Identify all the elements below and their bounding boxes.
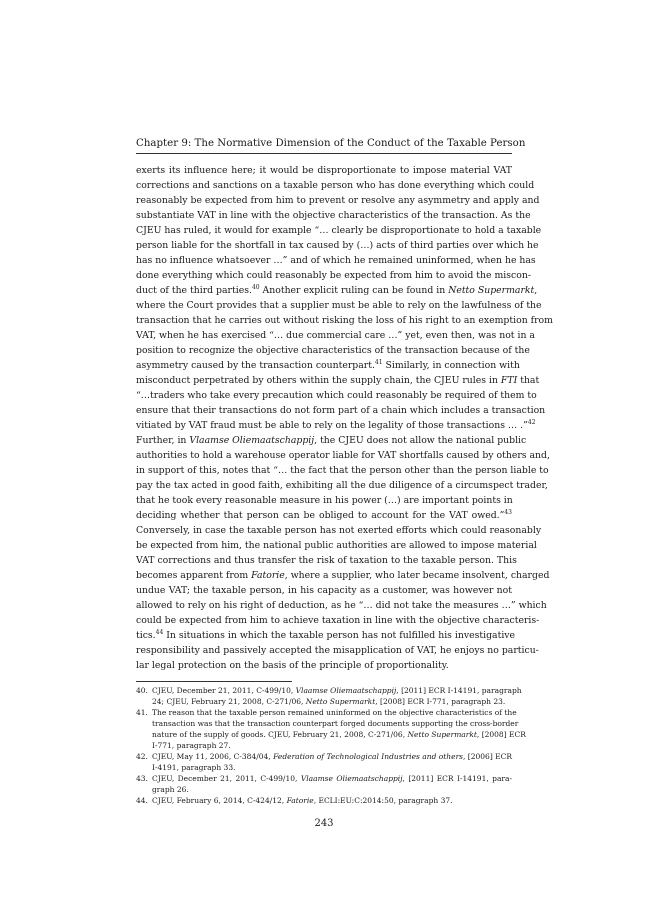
text-span: Similarly, in connection with	[382, 360, 520, 371]
body-line: be expected from him, the national public authorities are allowed to impose material	[136, 540, 537, 551]
header-rule	[136, 153, 512, 154]
footnote-41-cont: transaction was that the transaction counterpart forged documents supporting the cross-border	[152, 719, 519, 728]
footnote-43	[136, 773, 512, 784]
text-span: CJEU, December 21, 2011, C-499/10,	[152, 774, 301, 783]
body-line	[136, 418, 536, 433]
case-name: Vlaamse Oliemaatschappij	[295, 686, 397, 695]
text-span: CJEU, February 6, 2014, C-424/12,	[152, 796, 287, 805]
body-line: where the Court provides that a supplier must be able to rely on the lawfulness of the	[136, 300, 542, 311]
case-name: Netto Supermarkt	[305, 697, 376, 706]
body-line	[136, 433, 527, 448]
footnote-ref-40[interactable]: 40	[251, 284, 260, 291]
text-span: ,	[534, 285, 538, 296]
page-number: 243	[314, 818, 334, 829]
body-line: done everything which could reasonably be expected from him to avoid the miscon-	[136, 270, 531, 281]
text-span: that	[517, 375, 540, 386]
text-span: nature of the supply of goods. CJEU, February 21, 2008, C-271/06,	[152, 730, 408, 739]
body-line: could be expected from him to achieve taxation in line with the objective characteris-	[136, 615, 540, 626]
text-span: CJEU, May 11, 2006, C-384/04,	[152, 752, 274, 761]
body-line: responsibility and passively accepted the misapplication of VAT, he enjoys no particu-	[136, 645, 539, 656]
footnote-ref-44[interactable]: 44	[155, 629, 164, 636]
text-span: In situations in which the taxable person has not fulfilled his investigative	[163, 630, 516, 641]
body-line: allowed to rely on his right of deduction, as he “… did not take the measures …” which	[136, 600, 547, 611]
text-span: Further, in	[136, 435, 190, 446]
footnote-number: 42.	[136, 752, 148, 761]
body-line: person liable for the shortfall in tax caused by (…) acts of third parties over which he	[136, 240, 539, 251]
footnote-number: 44.	[136, 796, 148, 805]
body-line: that he took every reasonable measure in his power (…) are important points in	[136, 495, 513, 506]
footnote-number: 43.	[136, 774, 148, 783]
footnote-42-cont: I-4191, paragraph 33.	[152, 763, 236, 772]
body-line: Conversely, in case the taxable person has not exerted efforts which could reasonably	[136, 525, 542, 536]
text-span: , [2006] ECR	[463, 752, 513, 761]
footnote-ref-43[interactable]: 43	[504, 509, 512, 516]
body-line: has no influence whatsoever …” and of which he remained uninformed, when he has	[136, 255, 536, 266]
text-span: , [2011] ECR I-14191, para-	[402, 774, 513, 783]
footnote-number: 40.	[136, 686, 148, 695]
body-line	[136, 283, 538, 298]
body-line: authorities to hold a warehouse operator liable for VAT shortfalls caused by others and,	[136, 450, 550, 461]
text-span: misconduct perpetrated by others within the supply chain, the CJEU rules in	[136, 375, 501, 386]
footnote-41-cont	[136, 729, 526, 740]
body-line: undue VAT; the taxable person, in his capacity as a customer, was however not	[136, 585, 512, 596]
body-line: in support of this, notes that “… the fact that the person other than the person liable to	[136, 465, 549, 476]
footnote-number: 41.	[136, 708, 148, 717]
text-span: tics.	[136, 630, 156, 641]
body-line: reasonably be expected from him to prevent or resolve any asymmetry and apply and	[136, 195, 540, 206]
body-line	[136, 508, 512, 523]
running-header: Chapter 9: The Normative Dimension of the Conduct of the Taxable Person	[136, 138, 526, 149]
body-line: corrections and sanctions on a taxable person who has done everything which could	[136, 180, 535, 191]
body-line: CJEU has ruled, it would for example “… clearly be disproportionate to hold a taxable	[136, 225, 542, 236]
text-span: CJEU, December 21, 2011, C-499/10,	[152, 686, 296, 695]
body-line: transaction that he carries out without risking the loss of his right to an exemption from	[136, 315, 553, 326]
footnote-41-cont: I-771, paragraph 27.	[152, 741, 231, 750]
case-name: Vlaamse Oliemaatschappij	[300, 774, 403, 783]
footnote-ref-41[interactable]: 41	[374, 359, 383, 366]
footnote-ref-42[interactable]: 42	[527, 419, 536, 426]
footnote-44	[136, 795, 512, 806]
text-span: deciding whether that person can be obliged to account for the VAT owed.”	[136, 510, 505, 521]
body-line: lar legal protection on the basis of the principle of proportionality.	[136, 660, 449, 671]
body-line: exerts its influence here; it would be disproportionate to impose material VAT	[136, 165, 512, 176]
text-span: , the CJEU does not allow the national public	[314, 435, 527, 446]
body-line: “…traders who take every precaution which could reasonably be required of them to	[136, 390, 537, 401]
case-name: Fatorie	[251, 570, 285, 581]
body-line: position to recognize the objective characteristics of the transaction because of the	[136, 345, 530, 356]
footnote-42	[136, 751, 512, 762]
body-line: substantiate VAT in line with the objective characteristics of the transaction. As the	[136, 210, 531, 221]
text-span: vitiated by VAT fraud must be able to rely on the legality of those transactions … .”	[136, 420, 528, 431]
footnote-rule	[136, 681, 292, 682]
body-line	[136, 568, 550, 583]
footnote-43-cont: graph 26.	[152, 785, 189, 794]
body-line	[136, 373, 540, 388]
text-span: Another explicit ruling can be found in	[259, 285, 449, 296]
body-line: VAT, when he has exercised “… due commercial care …” yet, even then, was not in a	[136, 330, 535, 341]
body-line	[136, 628, 516, 643]
text-span: The reason that the taxable person remained uninformed on the objective characteristics of the	[152, 708, 517, 717]
text-span: asymmetry caused by the transaction counterpart.	[136, 360, 375, 371]
text-span: , ECLI:EU:C:2014:50, paragraph 37.	[313, 796, 453, 805]
footnote-40-cont	[136, 696, 512, 707]
case-name: Federation of Technological Industries and others	[273, 752, 464, 761]
text-span: , [2008] ECR I-771, paragraph 23.	[375, 697, 506, 706]
body-line: VAT corrections and thus transfer the risk of taxation to the taxable person. This	[136, 555, 517, 566]
footnote-41	[136, 707, 517, 718]
case-name: FTI	[500, 375, 518, 386]
text-span: duct of the third parties.	[136, 285, 252, 296]
case-name: Fatorie	[286, 796, 314, 805]
body-line	[136, 358, 520, 373]
case-name: Netto Supermarkt	[407, 730, 477, 739]
case-name: Vlaamse Oliemaatschappij	[189, 435, 315, 446]
footnote-40	[136, 685, 522, 696]
text-span: , where a supplier, who later became insolvent, charged	[284, 570, 550, 581]
case-name: Netto Supermarkt	[448, 285, 535, 296]
body-line: pay the tax acted in good faith, exhibiting all the due diligence of a circumspect trader,	[136, 480, 548, 491]
text-span: 24; CJEU, February 21, 2008, C-271/06,	[152, 697, 306, 706]
body-line: ensure that their transactions do not form part of a chain which includes a transaction	[136, 405, 546, 416]
text-span: , [2008] ECR	[476, 730, 526, 739]
text-span: becomes apparent from	[136, 570, 252, 581]
text-span: , [2011] ECR I-14191, paragraph	[396, 686, 522, 695]
